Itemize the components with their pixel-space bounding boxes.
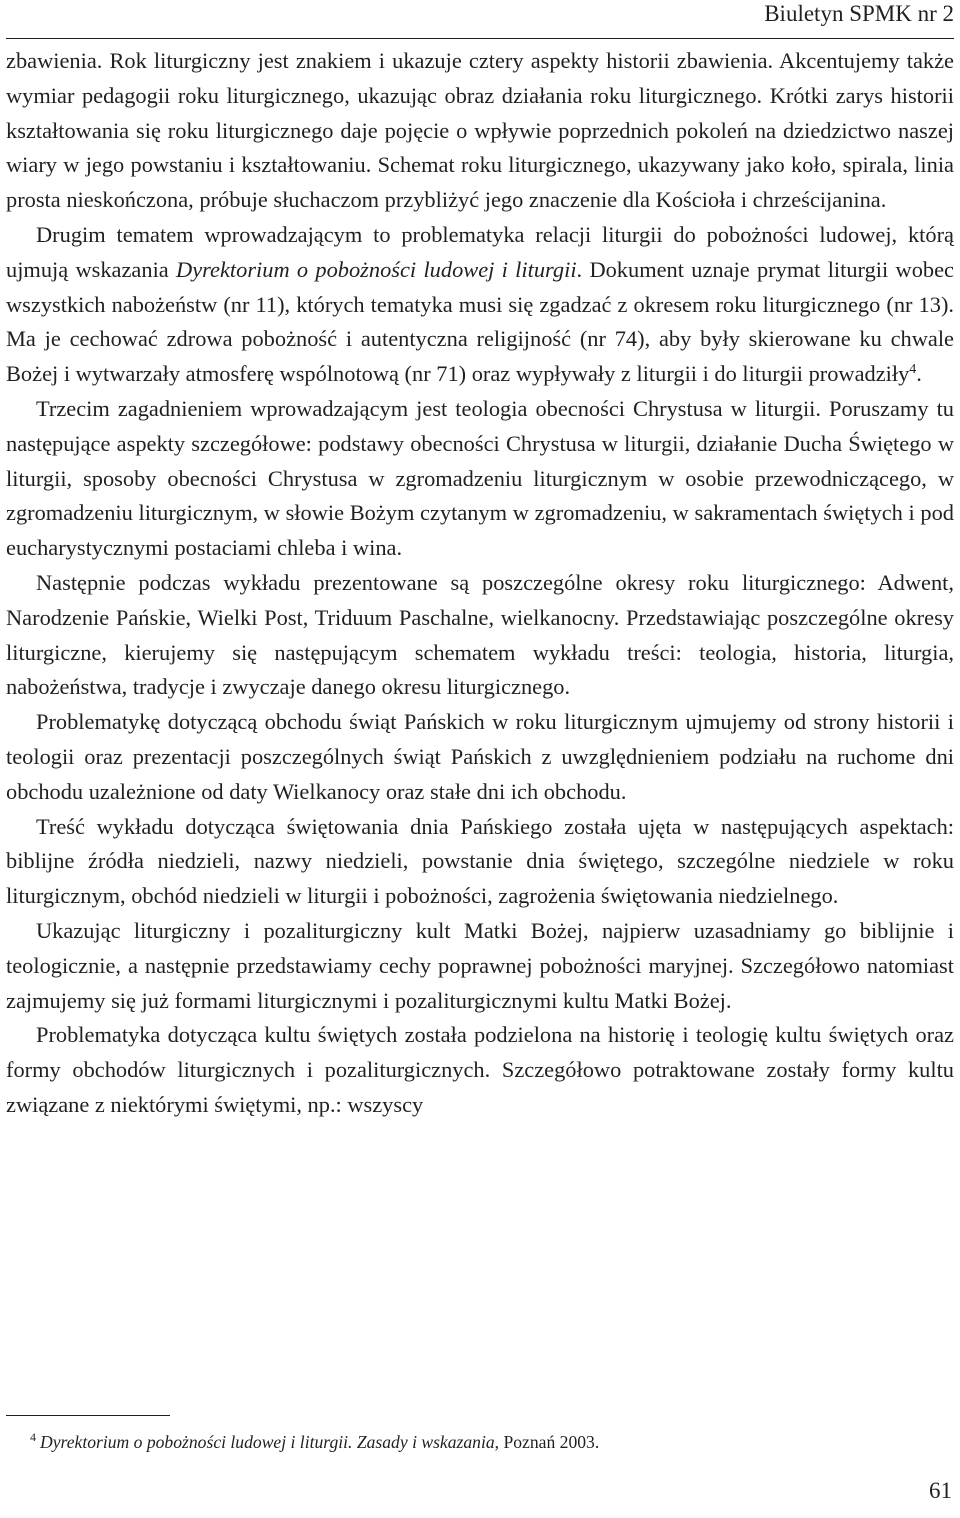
footnote-reference[interactable]: 4 [909, 362, 917, 378]
page-number: 61 [929, 1478, 952, 1503]
footnote [6, 1430, 954, 1454]
footnote-text: , Poznań 2003. [494, 1432, 600, 1452]
paragraph: Treść wykładu dotycząca świętowania dnia Pańskiego została ujęta w następujących aspektach: biblijne źródła niedzieli, nazwy niedzieli, powstanie dnia świętego, szczególne niedziele w roku liturgicznym, obchód niedzieli w liturgii i pobożności, zagrożenia świętowania niedzielnego. [6, 813, 954, 909]
paragraph: Ukazując liturgiczny i pozaliturgiczny kult Matki Bożej, najpierw uzasadniamy go biblijnie i teologicznie, a następnie przedstawiamy cechy poprawnej pobożności maryjnej. Szczegółowo natomiast zajmujemy się już formami liturgicznymi i pozaliturgicznymi kultu Matki Bożej. [6, 917, 954, 1013]
paragraph: zbawienia. Rok liturgiczny jest znakiem i ukazuje cztery aspekty historii zbawienia. Akcentujemy także wymiar pedagogii roku liturgicznego, ukazując obraz działania roku liturgicznego. Krótki zarys historii kształtowania się roku liturgicznego daje pojęcie o wpływie poprzednich pokoleń na dziedzictwo naszej wiary w jego powstaniu i kształtowaniu. Schemat roku liturgicznego, ukazywany jako koło, spirala, linia prosta nieskończona, próbuje słuchaczom przybliżyć jego znaczenie dla Kościoła i chrześcijanina. [6, 48, 954, 213]
document-title: Dyrektorium o pobożności ludowej i liturgii [176, 256, 577, 282]
paragraph: Trzecim zagadnieniem wprowadzającym jest teologia obecności Chrystusa w liturgii. Poruszamy tu następujące aspekty szczegółowe: podstawy obecności Chrystusa w liturgii, działanie Ducha Świętego w liturgii, sposoby obecności Chrystusa w zgromadzeniu liturgicznym w osobie przewodniczącego, w zgromadzeniu liturgicznym, w słowie Bożym czytanym w zgromadzeniu, w sakramentach świętych i pod eucharystycznymi postaciami chleba i wina. [6, 395, 954, 561]
running-header [6, 0, 954, 39]
paragraph: Problematykę dotyczącą obchodu świąt Pańskich w roku liturgicznym ujmujemy od strony historii i teologii oraz prezentacji poszczególnych świąt Pańskich z uwzględnieniem podziału na ruchome dni obchodu uzależnione od daty Wielkanocy oraz stałe dni ich obchodu. [6, 709, 954, 804]
paragraph: Następnie podczas wykładu prezentowane są poszczególne okresy roku liturgicznego: Adwent, Narodzenie Pańskie, Wielki Post, Triduum Paschalne, wielkanocny. Przedstawiając poszczególne okresy liturgiczne, kierujemy się następującym schematem wykładu treści: teologia, historia, liturgia, nabożeństwa, tradycje i zwyczaje danego okresu liturgicznego. [6, 569, 954, 700]
paragraph [6, 218, 954, 392]
paragraph: Problematyka dotycząca kultu świętych została podzielona na historię i teologię kultu świętych oraz formy obchodów liturgicznych i pozaliturgicznych. Szczegółowo potraktowane zostały formy kultu związane z niektórymi świętymi, np.: wszyscy [6, 1022, 954, 1117]
footnote-title: Dyrektorium o pobożności ludowej i liturgii. Zasady i wskazania [40, 1432, 495, 1452]
journal-title: Biuletyn SPMK nr 2 [764, 1, 954, 26]
paragraph-text: . Dokument uznaje prymat liturgii wobec wszystkich nabożeństw (nr 11), których tematyka musi się zgadzać z okresem roku liturgicznego (nr 13). Ma je cechować zdrowa pobożność i autentyczna religijność (nr 74), aby były skierowane ku chwale Bożej i wytwarzały atmosferę wspólnotową (nr 71) oraz wypływały z liturgii i do liturgii prowadziły [6, 256, 954, 387]
footnote-divider [6, 1415, 170, 1416]
footnote-number: 4 [30, 1430, 36, 1444]
paragraph-text: Drugim tematem wprowadzającym to problematyka relacji liturgii do pobożności ludowej, którą ujmują wskazania [6, 221, 954, 282]
main-text [6, 44, 954, 1123]
paragraph-text: . [916, 361, 922, 387]
